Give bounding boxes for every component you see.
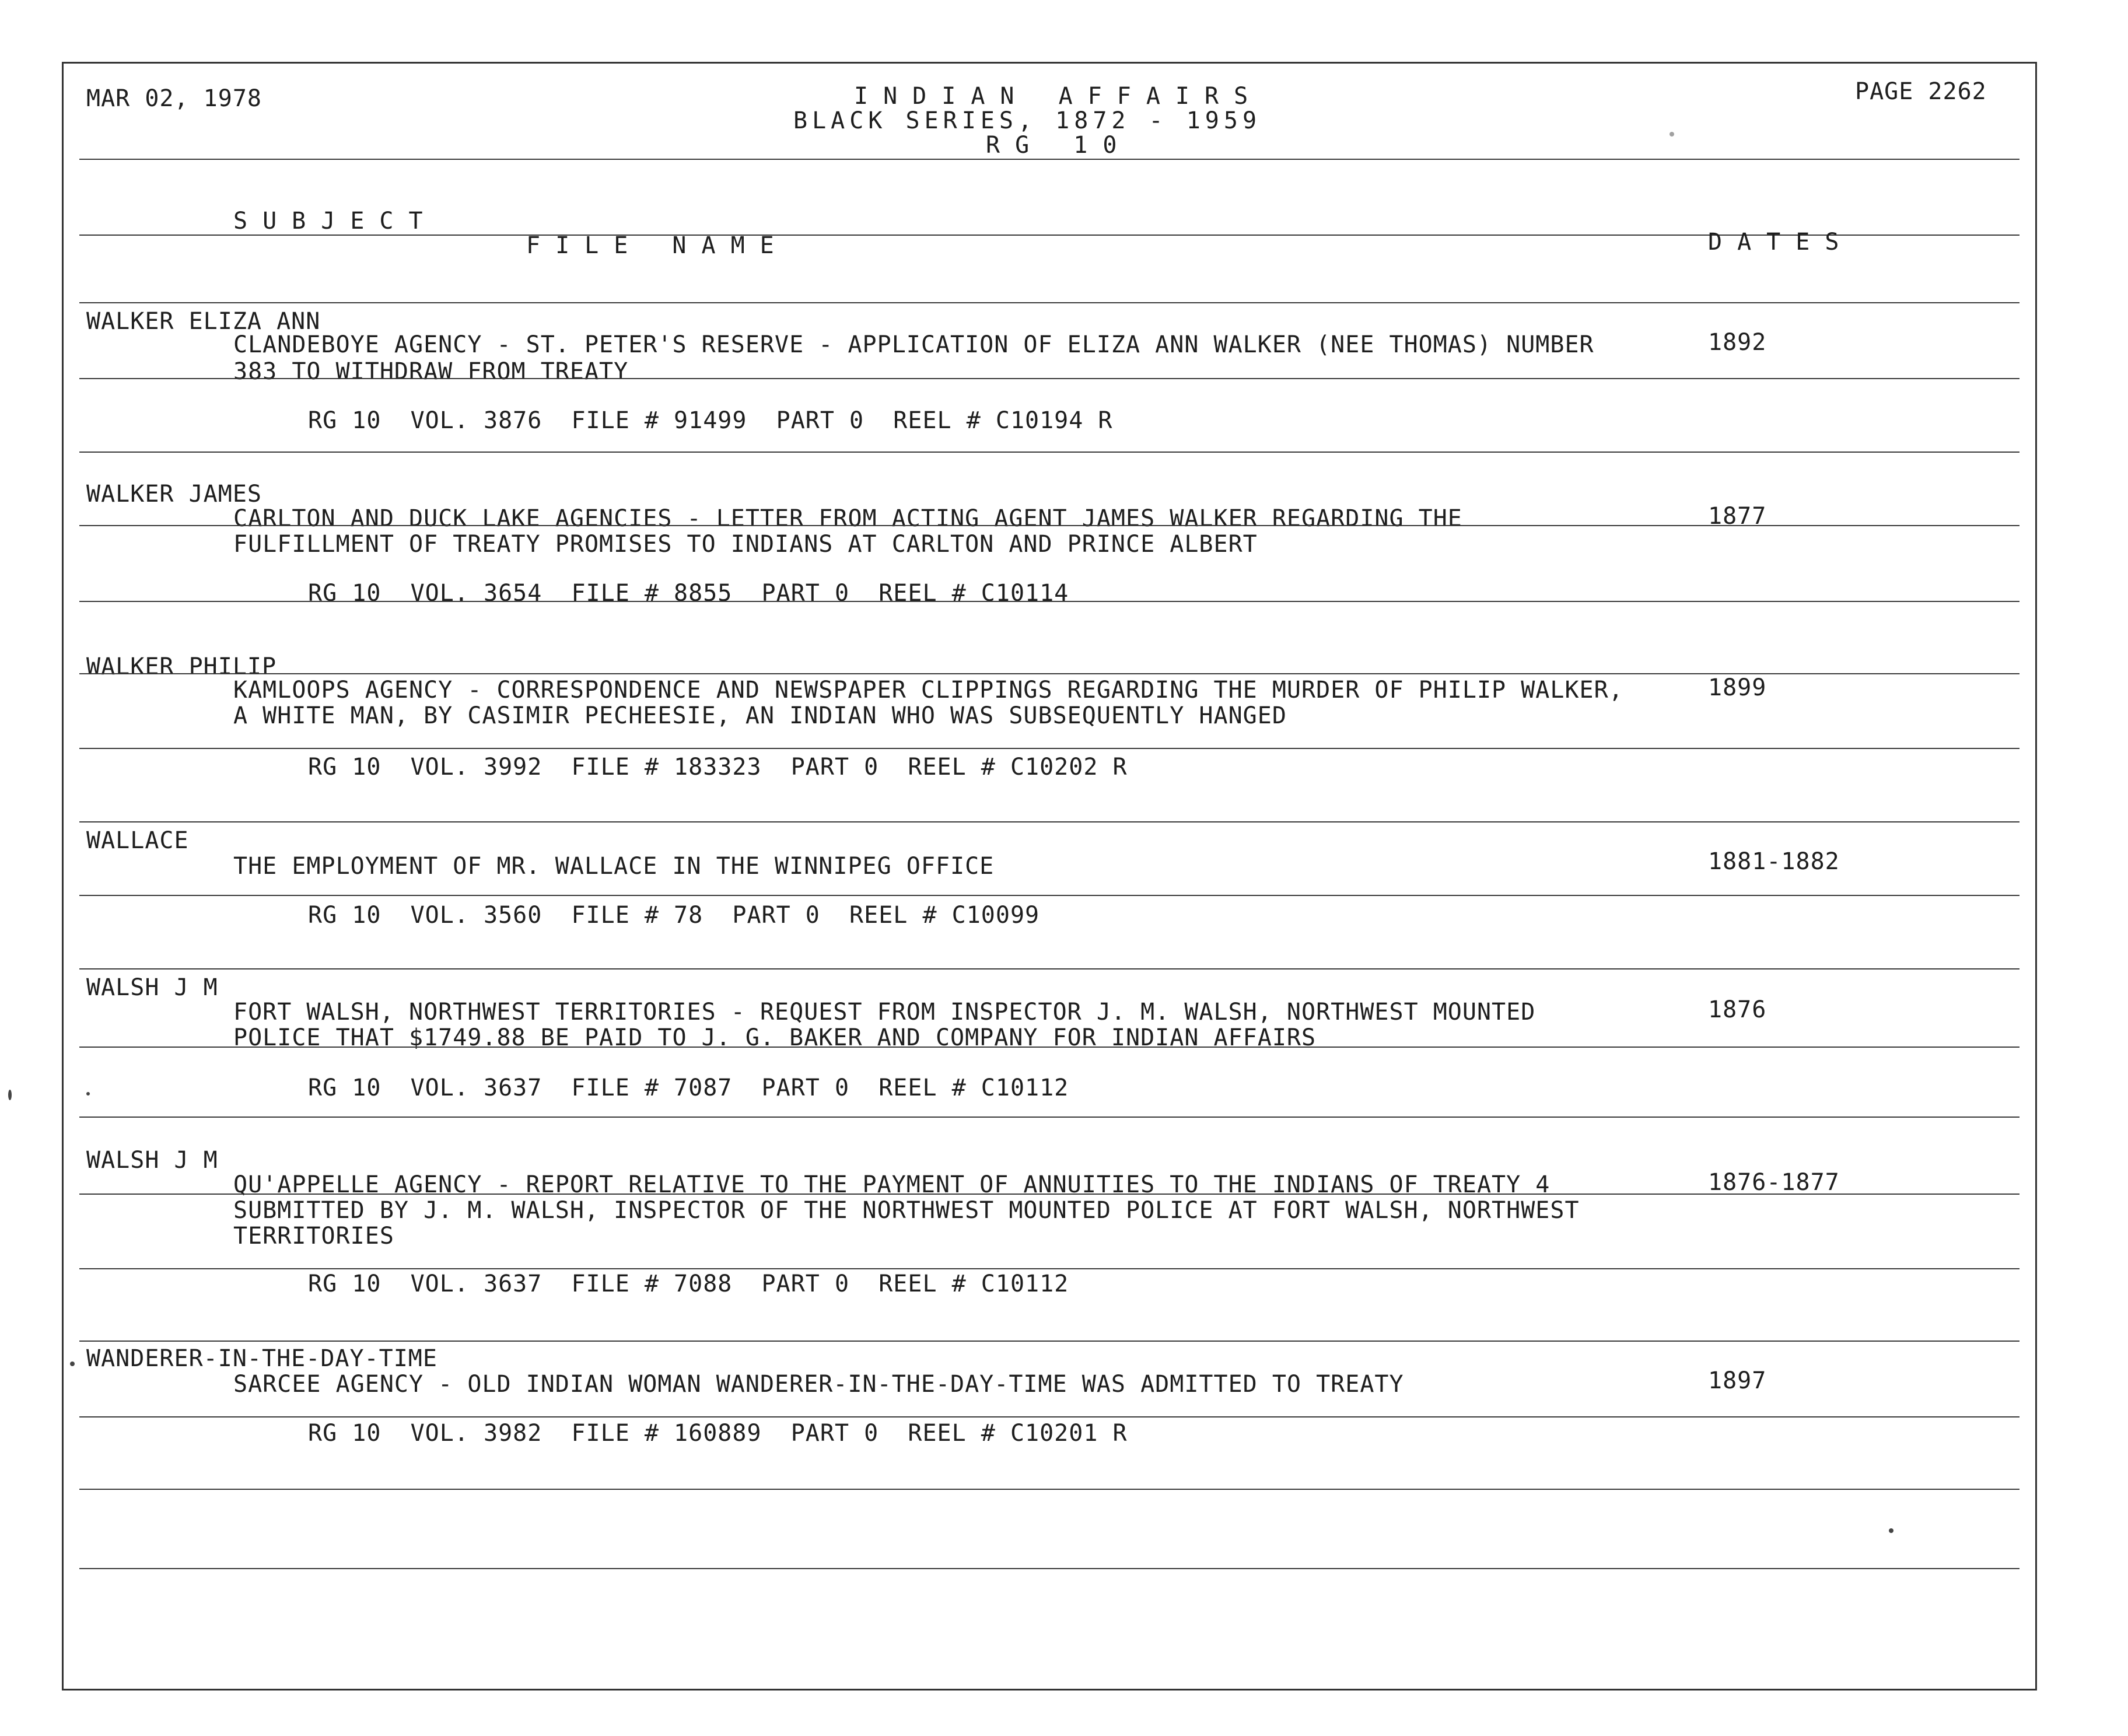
entry-dates: 1876-1877 [1708,1169,1840,1196]
entry-dates: 1899 [1708,674,1767,701]
entry-description-line: THE EMPLOYMENT OF MR. WALLACE IN THE WINNIPEG OFFICE [233,853,995,880]
entry-description-line: POLICE THAT $1749.88 BE PAID TO J. G. BAKER AND COMPANY FOR INDIAN AFFAIRS [233,1024,1317,1051]
scan-speck [1889,1528,1894,1533]
entry-rule [79,525,2020,526]
entry-description-line: SARCEE AGENCY - OLD INDIAN WOMAN WANDERER-IN-THE-DAY-TIME WAS ADMITTED TO TREATY [233,1371,1404,1398]
entry-description-line: SUBMITTED BY J. M. WALSH, INSPECTOR OF THE NORTHWEST MOUNTED POLICE AT FORT WALSH, NORTHWEST [233,1197,1580,1224]
entry-separator [79,601,2020,602]
entry-subject: WALSH J M [86,1147,218,1174]
scan-speck [70,1362,75,1366]
entry-rule [79,1416,2020,1418]
entry-rule [79,378,2020,379]
column-header-dates: DATES [1708,229,1854,256]
entry-rule [79,1194,2020,1195]
scan-speck [86,1092,90,1096]
page-number: PAGE 2262 [1855,78,1987,105]
entry-rule [79,673,2020,674]
entry-reference: RG 10 VOL. 3654 FILE # 8855 PART 0 REEL # C10114 [308,580,1069,607]
entry-dates: 1897 [1708,1367,1767,1394]
entry-description-line: A WHITE MAN, BY CASIMIR PECHEESIE, AN INDIAN WHO WAS SUBSEQUENTLY HANGED [233,702,1287,729]
entry-separator [79,968,2020,970]
record-group: RG 10 [986,132,1132,159]
entry-description-line: 383 TO WITHDRAW FROM TREATY [233,358,629,385]
entry-dates: 1881-1882 [1708,848,1840,875]
entry-description-line: KAMLOOPS AGENCY - CORRESPONDENCE AND NEWSPAPER CLIPPINGS REGARDING THE MURDER OF PHILIP WALKER, [233,677,1623,704]
entry-subject: WANDERER-IN-THE-DAY-TIME [86,1345,438,1372]
entry-separator [79,1116,2020,1118]
entry-description-line: TERRITORIES [233,1223,394,1250]
entry-description-line: FULFILLMENT OF TREATY PROMISES TO INDIANS AT CARLTON AND PRINCE ALBERT [233,531,1258,558]
column-header-subject: SUBJECT [233,208,438,235]
entry-separator [79,1340,2020,1342]
report-series: BLACK SERIES, 1872 - 1959 [793,107,1262,134]
entry-dates: 1892 [1708,329,1767,356]
entry-reference: RG 10 VOL. 3637 FILE # 7088 PART 0 REEL # C10112 [308,1270,1069,1297]
entry-reference: RG 10 VOL. 3992 FILE # 183323 PART 0 REEL # C10202 R [308,754,1128,780]
report-title: INDIAN AFFAIRS [854,83,1264,110]
entry-subject: WALLACE [86,827,189,854]
column-header-file-name: FILE NAME [526,232,789,259]
entry-description-line: QU'APPELLE AGENCY - REPORT RELATIVE TO THE PAYMENT OF ANNUITIES TO THE INDIANS OF TREATY 4 [233,1171,1550,1198]
entry-subject: WALSH J M [86,974,218,1001]
entry-subject: WALKER JAMES [86,481,262,508]
entry-reference: RG 10 VOL. 3560 FILE # 78 PART 0 REEL # C10099 [308,902,1040,929]
entry-reference: RG 10 VOL. 3982 FILE # 160889 PART 0 REEL # C10201 R [308,1420,1128,1447]
entry-rule [79,895,2020,896]
scan-speck [1670,132,1674,136]
entry-description-line: CARLTON AND DUCK LAKE AGENCIES - LETTER FROM ACTING AGENT JAMES WALKER REGARDING THE [233,505,1462,532]
entry-subject: WALKER PHILIP [86,653,277,680]
entry-rule [79,748,2020,749]
header-rule [79,159,2020,160]
entry-separator [79,1489,2020,1490]
entry-rule [79,1046,2020,1048]
entry-dates: 1877 [1708,503,1767,530]
entry-separator [79,821,2020,822]
entry-dates: 1876 [1708,996,1767,1023]
blank-rule [79,1568,2020,1569]
entry-separator [79,452,2020,453]
entry-reference: RG 10 VOL. 3637 FILE # 7087 PART 0 REEL # C10112 [308,1074,1069,1101]
column-header-bottom-rule [79,302,2020,303]
entry-description-line: CLANDEBOYE AGENCY - ST. PETER'S RESERVE - APPLICATION OF ELIZA ANN WALKER (NEE THOMAS) NUMBER [233,331,1594,358]
entry-rule [79,1268,2020,1269]
scan-speck [8,1090,12,1100]
entry-reference: RG 10 VOL. 3876 FILE # 91499 PART 0 REEL # C10194 R [308,407,1113,434]
report-date: MAR 02, 1978 [86,85,262,112]
entry-subject: WALKER ELIZA ANN [86,308,321,335]
entry-description-line: FORT WALSH, NORTHWEST TERRITORIES - REQUEST FROM INSPECTOR J. M. WALSH, NORTHWEST MOUNTED [233,999,1536,1026]
